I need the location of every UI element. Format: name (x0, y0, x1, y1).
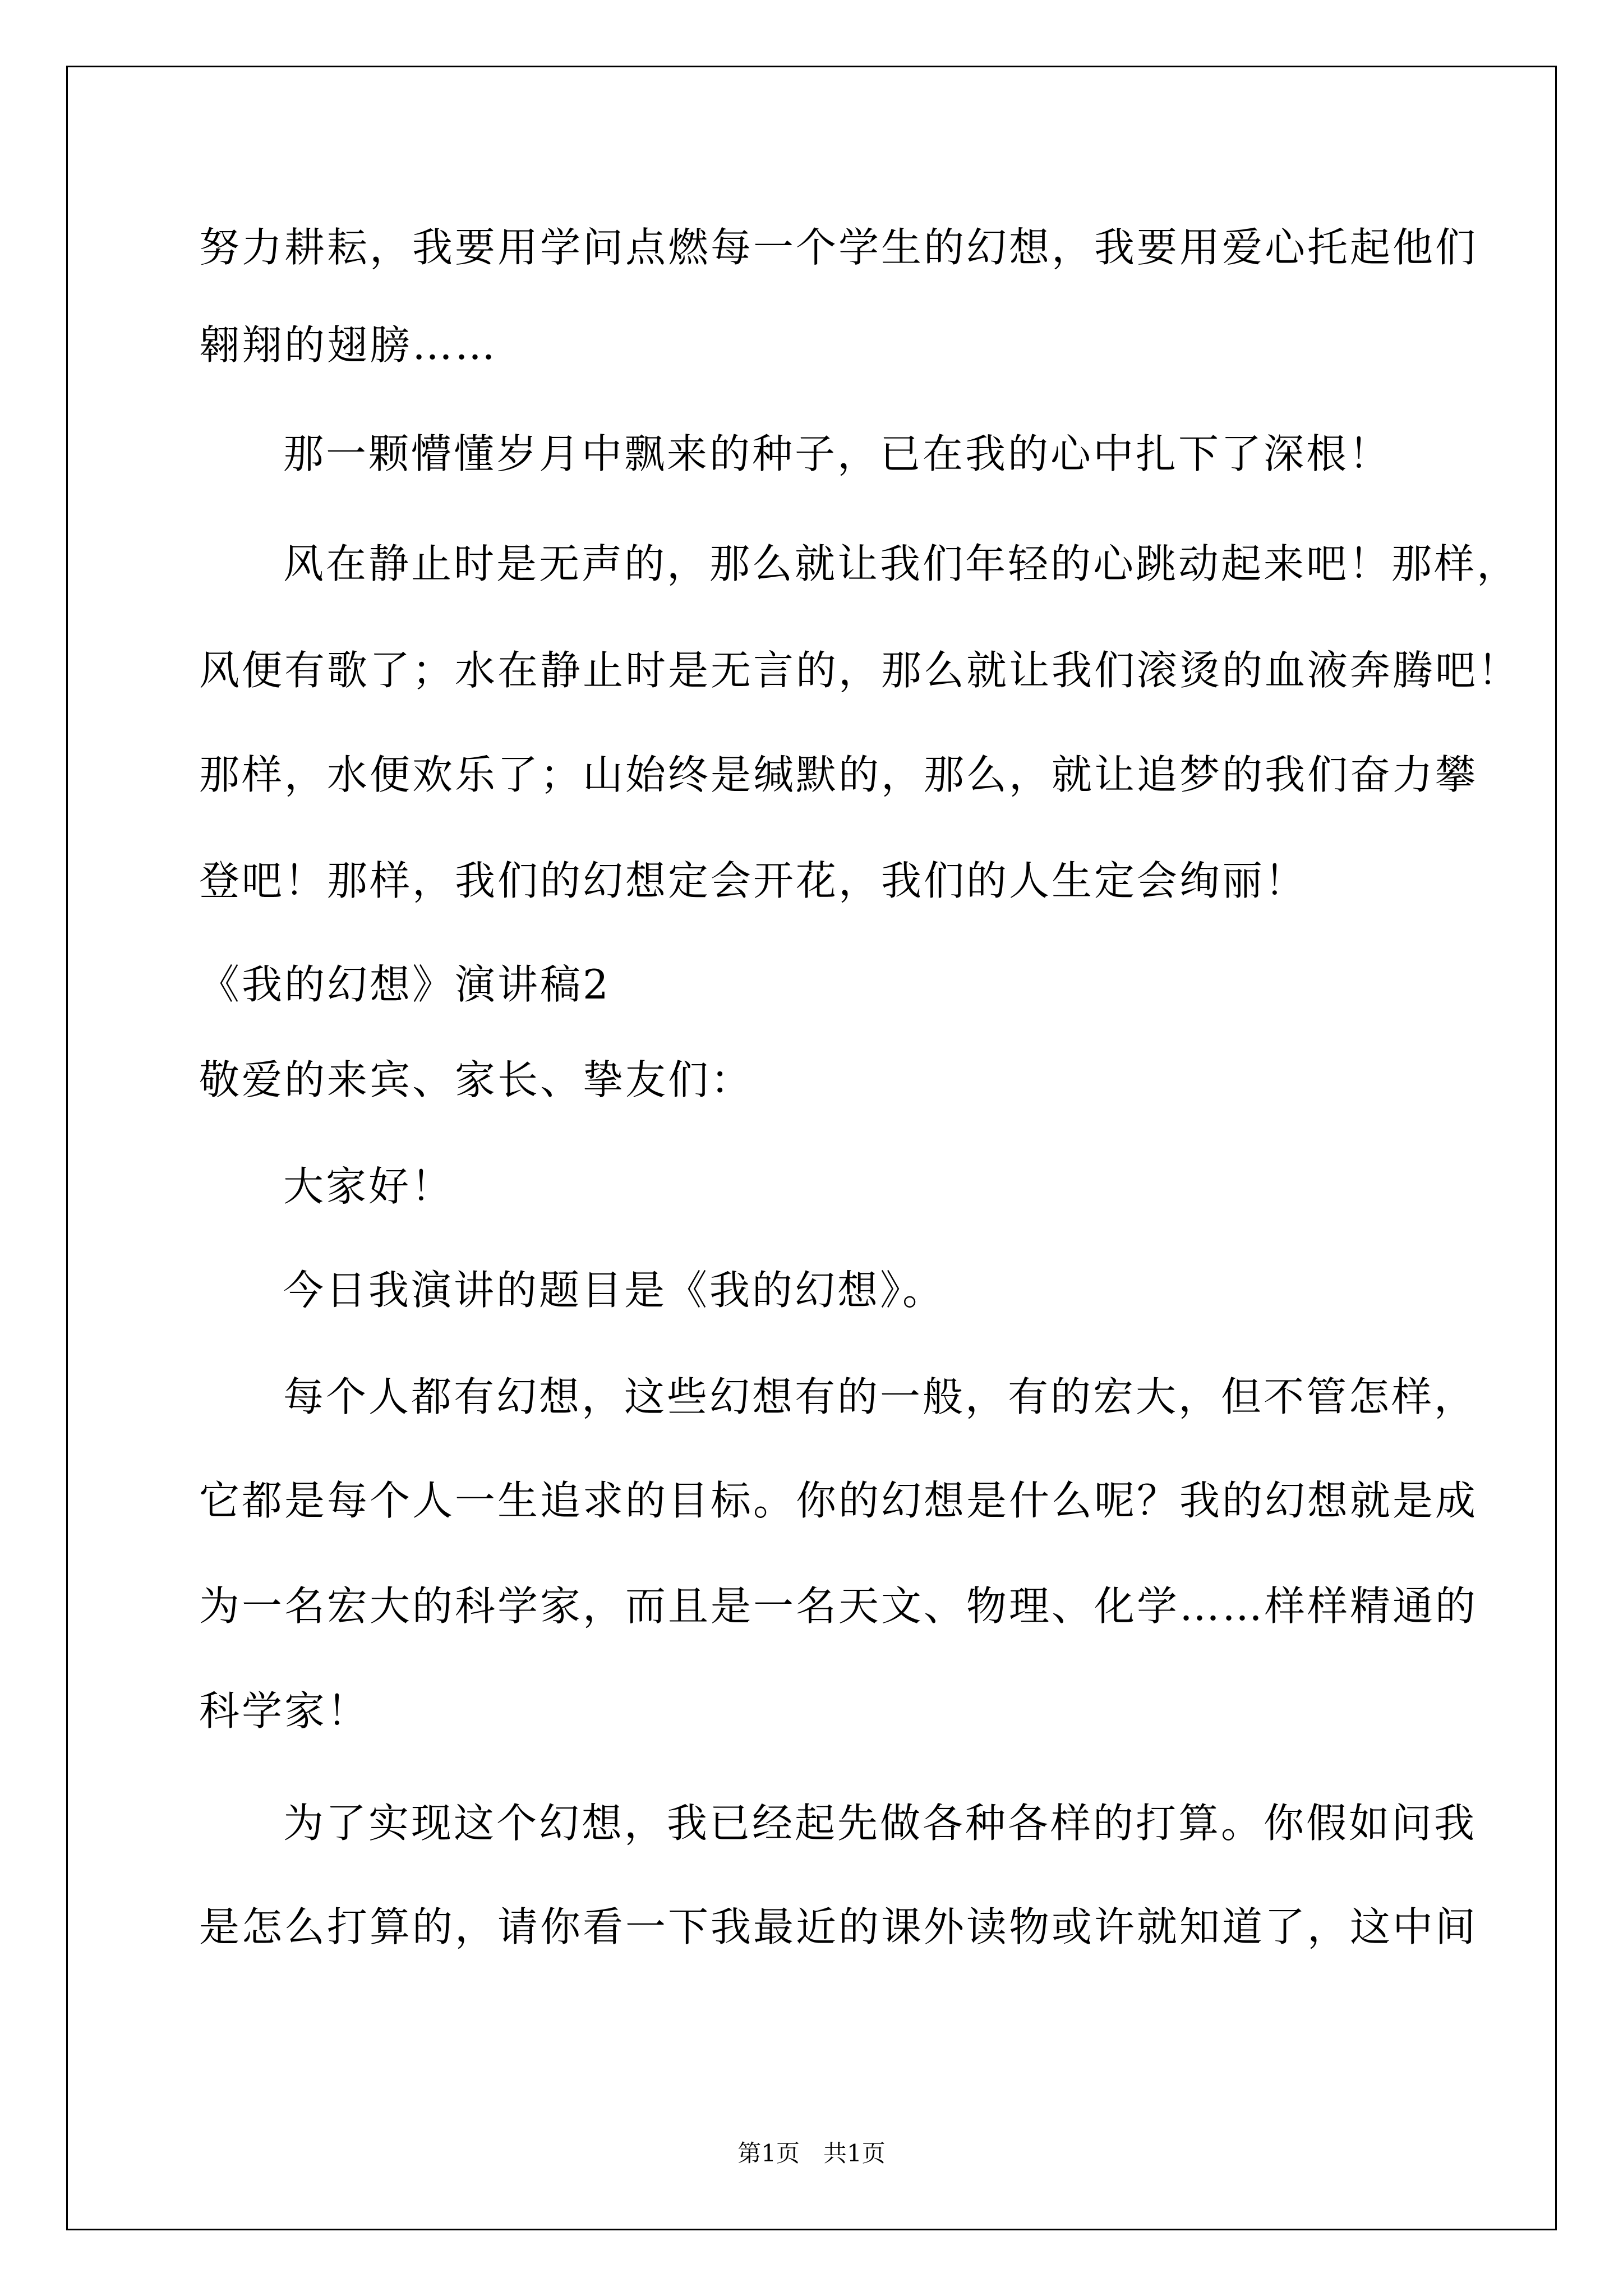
salutation: 敬爱的来宾、家长、挚友们： (199, 1056, 754, 1103)
text-line: 为一名宏大的科学家，而且是一名天文、物理、化学……样样精通的 (199, 1582, 1478, 1630)
paragraph-line: 为了实现这个幻想，我已经起先做各种各样的打算。你假如问我 (283, 1800, 1477, 1847)
section-heading: 《我的幻想》演讲稿2 (199, 961, 611, 1008)
paragraph-line: 今日我演讲的题目是《我的幻想》。 (283, 1267, 946, 1314)
text-line: 科学家！ (199, 1687, 370, 1734)
text-line: 它都是每个人一生追求的目标。你的幻想是什么呢？我的幻想就是成 (199, 1477, 1478, 1524)
paragraph-line: 每个人都有幻想，这些幻想有的一般，有的宏大，但不管怎样， (283, 1373, 1477, 1420)
text-line: 是怎么打算的，请你看一下我最近的课外读物或许就知道了，这中间 (199, 1903, 1478, 1950)
greeting: 大家好！ (283, 1163, 454, 1210)
text-line: 努力耕耘，我要用学问点燃每一个学生的幻想，我要用爱心托起他们 (199, 224, 1478, 271)
paragraph-line: 那一颗懵懂岁月中飘来的种子，已在我的心中扎下了深根！ (283, 430, 1392, 477)
text-line: 那样，水便欢乐了；山始终是缄默的，那么，就让追梦的我们奋力攀 (199, 751, 1478, 798)
text-line: 翱翔的翅膀…… (199, 321, 498, 369)
text-line: 登吧！那样，我们的幻想定会开花，我们的人生定会绚丽！ (199, 857, 1308, 904)
page-number-footer: 第1页 共1页 (737, 2139, 886, 2167)
text-line: 风便有歌了；水在静止时是无言的，那么就让我们滚烫的血液奔腾吧！ (199, 647, 1521, 694)
paragraph-line: 风在静止时是无声的，那么就让我们年轻的心跳动起来吧！那样， (283, 540, 1520, 587)
